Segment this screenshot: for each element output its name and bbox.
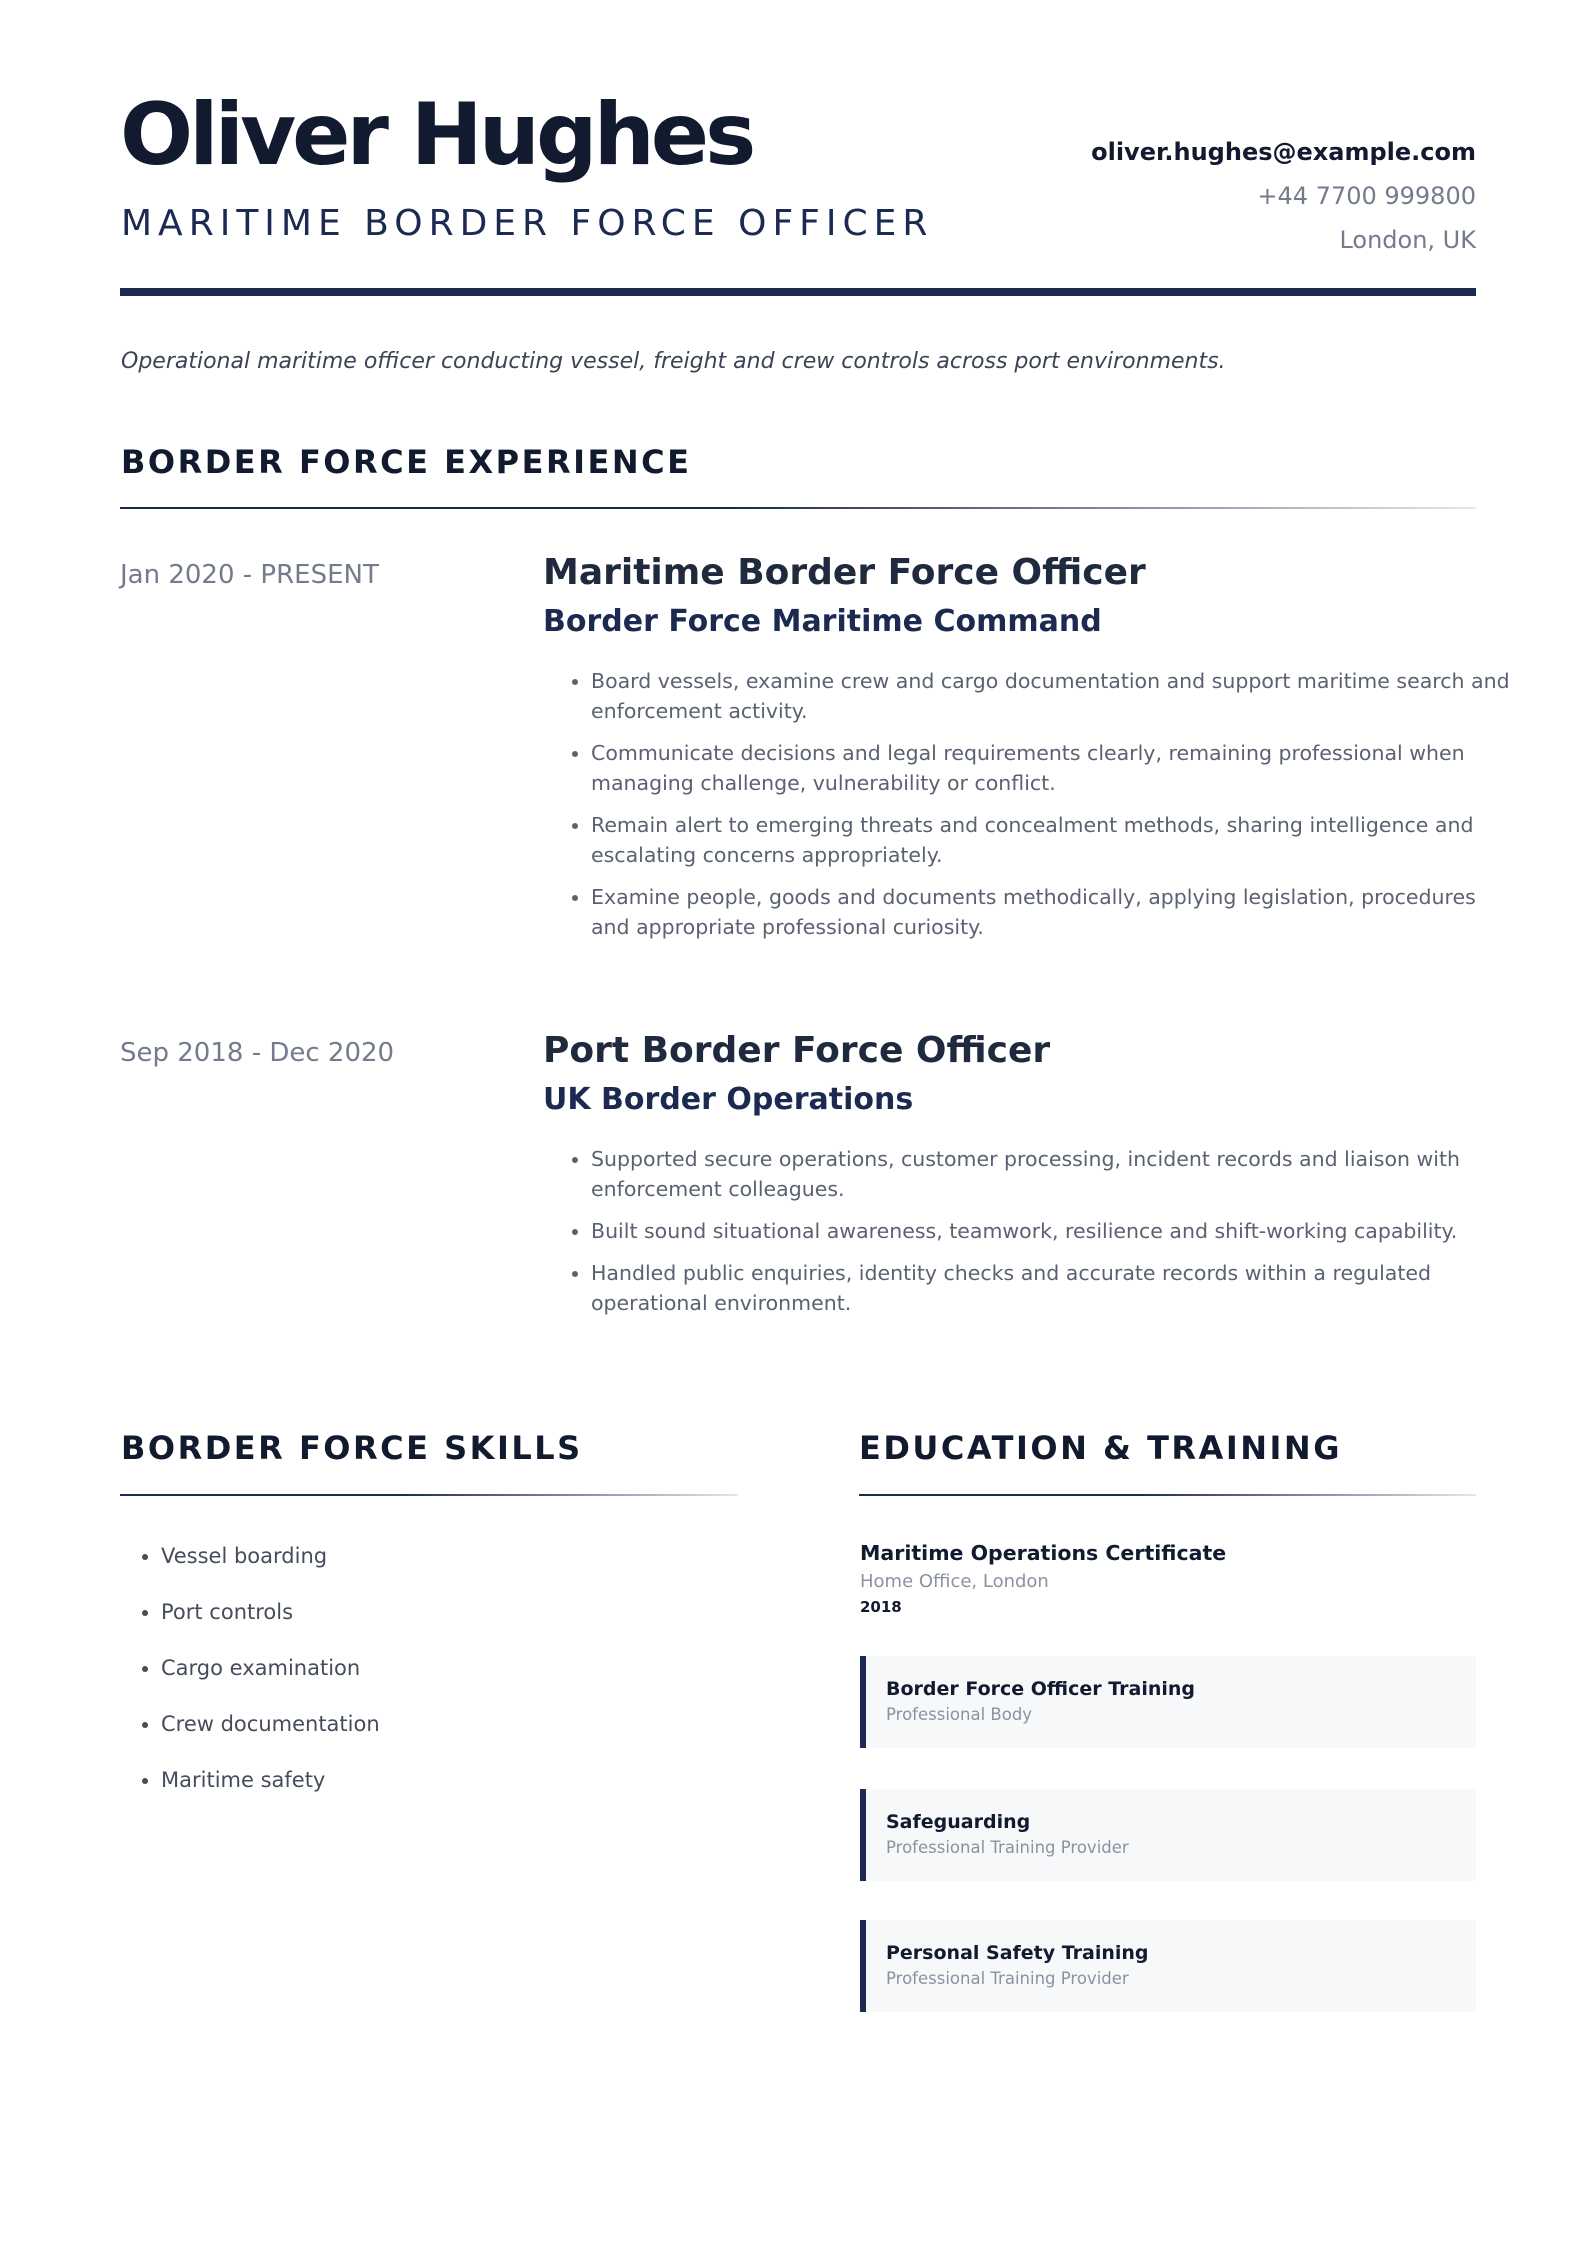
candidate-role: MARITIME BORDER FORCE OFFICER xyxy=(121,203,934,244)
education-institution: Home Office, London xyxy=(860,1571,1049,1592)
candidate-name: Oliver Hughes xyxy=(120,85,753,185)
education-year: 2018 xyxy=(860,1598,902,1616)
training-card xyxy=(860,1656,1476,1748)
training-card xyxy=(860,1789,1476,1881)
training-title: Safeguarding xyxy=(886,1811,1031,1833)
education-heading: EDUCATION & TRAINING xyxy=(859,1429,1342,1467)
profile-summary: Operational maritime officer conducting vessel, freight and crew controls across port environments. xyxy=(121,349,1226,374)
training-title: Personal Safety Training xyxy=(886,1942,1149,1964)
training-provider: Professional Training Provider xyxy=(886,1969,1129,1988)
experience-heading: BORDER FORCE EXPERIENCE xyxy=(121,443,692,481)
job-title: Maritime Border Force Officer xyxy=(543,552,1146,593)
training-provider: Professional Training Provider xyxy=(886,1838,1129,1857)
contact-location: London, UK xyxy=(1339,226,1476,254)
education-divider xyxy=(859,1494,1476,1496)
job-bullets xyxy=(543,1144,1511,1330)
header-divider xyxy=(120,288,1476,296)
job-bullet: • Communicate decisions and legal requirements clearly, remaining professional when managing challenge, vulnerability or conflict. xyxy=(591,738,1511,798)
skill-item: • Crew documentation xyxy=(161,1704,380,1760)
job-company: Border Force Maritime Command xyxy=(543,604,1102,639)
experience-divider xyxy=(120,507,1476,509)
job-dates: Sep 2018 - Dec 2020 xyxy=(120,1038,395,1068)
education-entry xyxy=(860,1538,1226,1618)
job-title: Port Border Force Officer xyxy=(543,1030,1051,1071)
job-dates: Jan 2020 - PRESENT xyxy=(120,560,379,590)
contact-email[interactable]: oliver.hughes@example.com xyxy=(1091,138,1476,166)
skill-item: • Vessel boarding xyxy=(161,1536,380,1592)
contact-phone[interactable]: +44 7700 999800 xyxy=(1257,182,1476,210)
job-bullet: • Board vessels, examine crew and cargo documentation and support maritime search and enforcement activity. xyxy=(591,666,1511,726)
skills-heading: BORDER FORCE SKILLS xyxy=(121,1429,583,1467)
job-bullet: • Built sound situational awareness, teamwork, resilience and shift-working capability. xyxy=(591,1216,1511,1246)
job-bullet: • Handled public enquiries, identity checks and accurate records within a regulated operational environment. xyxy=(591,1258,1511,1318)
job-bullet: • Examine people, goods and documents methodically, applying legislation, procedures and appropriate professional curiosity. xyxy=(591,882,1511,942)
education-title: Maritime Operations Certificate xyxy=(860,1541,1227,1565)
skill-item: • Port controls xyxy=(161,1592,380,1648)
training-provider: Professional Body xyxy=(886,1705,1033,1724)
contact-block xyxy=(1091,130,1476,262)
skill-item: • Maritime safety xyxy=(161,1760,380,1816)
job-bullets xyxy=(543,666,1511,954)
job-company: UK Border Operations xyxy=(543,1082,914,1117)
training-title: Border Force Officer Training xyxy=(886,1678,1195,1700)
job-bullet: • Remain alert to emerging threats and concealment methods, sharing intelligence and escalating concerns appropriately. xyxy=(591,810,1511,870)
skills-divider xyxy=(120,1494,738,1496)
skills-list xyxy=(120,1536,380,1816)
training-card xyxy=(860,1920,1476,2012)
skill-item: • Cargo examination xyxy=(161,1648,380,1704)
job-bullet: • Supported secure operations, customer processing, incident records and liaison with enforcement colleagues. xyxy=(591,1144,1511,1204)
